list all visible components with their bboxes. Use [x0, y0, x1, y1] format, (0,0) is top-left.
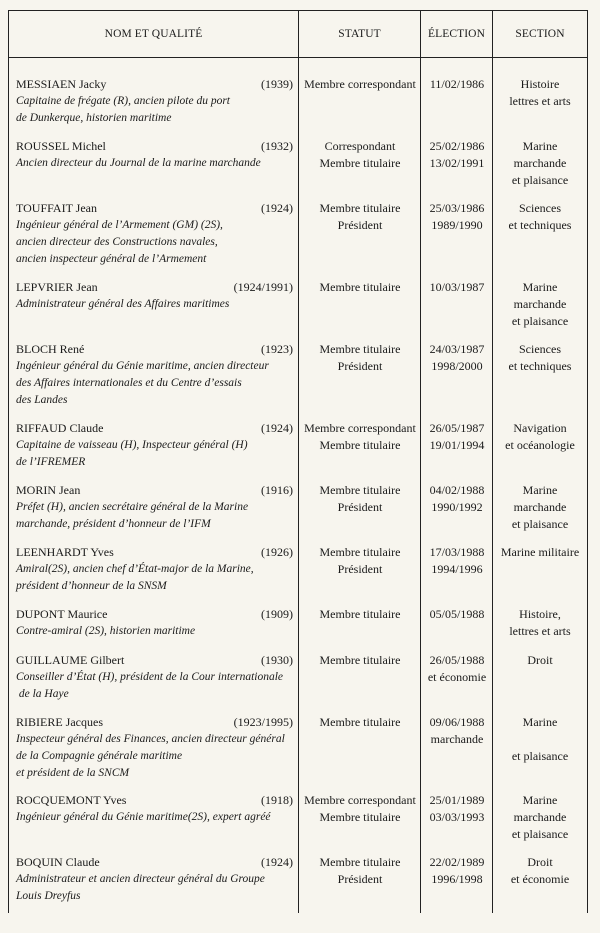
- name-cell: [16, 714, 293, 782]
- section-value: marchande: [513, 297, 567, 311]
- member-description: Ingénieur général du Génie maritime(2S), expert agréé: [16, 811, 271, 823]
- section-value: et techniques: [508, 218, 572, 232]
- member-name-line: [16, 652, 293, 669]
- election-value: 1996/1998: [431, 872, 483, 886]
- status-cell: [299, 606, 421, 623]
- member-years: (1939): [261, 77, 293, 91]
- election-value: et économie: [427, 670, 487, 684]
- status-value: Membre correspondant: [304, 77, 416, 91]
- section-value: lettres et arts: [509, 94, 571, 108]
- section-value: Droit: [527, 653, 553, 667]
- status-cell: [299, 714, 421, 731]
- election-value: 10/03/1987: [429, 280, 485, 294]
- member-description: des Landes: [16, 394, 68, 406]
- member-name: ROCQUEMONT Yves: [16, 793, 127, 807]
- status-cell: [299, 200, 421, 234]
- status-cell: [299, 341, 421, 375]
- member-description: Amiral(2S), ancien chef d’État-major de la Marine,: [16, 563, 254, 575]
- member-description: Ingénieur général du Génie maritime, ancien directeur: [16, 360, 269, 372]
- member-description: de la Haye: [16, 688, 69, 700]
- member-description: ancien inspecteur général de l’Armement: [16, 253, 207, 265]
- election-value: 05/05/1988: [429, 607, 485, 621]
- status-cell: [299, 652, 421, 669]
- section-value: Histoire,: [519, 607, 561, 621]
- member-description: Capitaine de vaisseau (H), Inspecteur général (H): [16, 439, 248, 451]
- election-value: 13/02/1991: [429, 156, 485, 170]
- status-value: Membre titulaire: [319, 438, 401, 452]
- section-value: et économie: [510, 872, 570, 886]
- section-cell: [493, 606, 587, 640]
- election-cell: [421, 341, 493, 375]
- header-divider: [9, 57, 587, 58]
- section-value: marchande: [513, 500, 567, 514]
- status-value: Membre correspondant: [304, 793, 416, 807]
- status-value: Membre titulaire: [319, 810, 401, 824]
- status-value: Membre titulaire: [319, 545, 401, 559]
- election-cell: [421, 792, 493, 826]
- member-name-line: [16, 714, 293, 731]
- section-value: Sciences: [519, 201, 561, 215]
- election-cell: [421, 138, 493, 172]
- election-value: 26/05/1987: [429, 421, 485, 435]
- member-description: Administrateur général des Affaires maritimes: [16, 298, 230, 310]
- member-years: (1924/1991): [233, 280, 293, 294]
- member-description: Louis Dreyfus: [16, 890, 81, 902]
- member-description: marchande, président d’honneur de l’IFM: [16, 518, 211, 530]
- member-description: Contre-amiral (2S), historien maritime: [16, 625, 196, 637]
- status-value: Membre titulaire: [319, 483, 401, 497]
- status-cell: [299, 482, 421, 516]
- status-value: Correspondant: [324, 139, 396, 153]
- election-cell: [421, 606, 493, 623]
- name-cell: [16, 279, 293, 313]
- status-value: Membre titulaire: [319, 280, 401, 294]
- member-name: LEPVRIER Jean: [16, 280, 98, 294]
- member-years: (1909): [261, 607, 293, 621]
- election-value: 19/01/1994: [429, 438, 485, 452]
- status-cell: [299, 76, 421, 93]
- status-cell: [299, 138, 421, 172]
- section-value: lettres et arts: [509, 624, 571, 638]
- status-value: Membre titulaire: [319, 201, 401, 215]
- member-name: MORIN Jean: [16, 483, 81, 497]
- member-years: (1932): [261, 139, 293, 153]
- status-value: Président: [337, 500, 383, 514]
- member-name-line: [16, 792, 293, 809]
- member-name: GUILLAUME Gilbert: [16, 653, 125, 667]
- member-description: Inspecteur général des Finances, ancien directeur général: [16, 733, 285, 745]
- member-description: des Affaires internationales et du Centre d’essais: [16, 377, 242, 389]
- member-description: de Dunkerque, historien maritime: [16, 112, 172, 124]
- election-value: 11/02/1986: [429, 77, 485, 91]
- section-value: marchande: [513, 810, 567, 824]
- status-value: Président: [337, 872, 383, 886]
- election-value: 24/03/1987: [429, 342, 485, 356]
- election-value: 1989/1990: [431, 218, 483, 232]
- member-name-line: [16, 200, 293, 217]
- status-value: Président: [337, 218, 383, 232]
- member-name: RIBIERE Jacques: [16, 715, 103, 729]
- member-name-line: [16, 482, 293, 499]
- section-cell: [493, 420, 587, 454]
- member-years: (1926): [261, 545, 293, 559]
- election-cell: [421, 544, 493, 578]
- status-cell: [299, 792, 421, 826]
- section-value: et plaisance: [511, 314, 569, 328]
- election-value: 1994/1996: [431, 562, 483, 576]
- name-cell: [16, 76, 293, 127]
- member-years: (1918): [261, 793, 293, 807]
- election-value: 22/02/1989: [429, 855, 485, 869]
- member-years: (1923/1995): [233, 715, 293, 729]
- section-value: Marine: [522, 139, 558, 153]
- section-cell: [493, 76, 587, 110]
- name-cell: [16, 420, 293, 471]
- election-value: 09/06/1988: [429, 715, 485, 729]
- name-cell: [16, 652, 293, 703]
- section-value: et océanologie: [505, 438, 575, 452]
- member-name-line: [16, 544, 293, 561]
- election-cell: [421, 200, 493, 234]
- election-cell: [421, 76, 493, 93]
- name-cell: [16, 482, 293, 533]
- section-value: Histoire: [520, 77, 560, 91]
- election-value: 26/05/1988: [429, 653, 485, 667]
- member-description: et président de la SNCM: [16, 767, 130, 779]
- section-value: [493, 731, 587, 748]
- status-value: Membre titulaire: [319, 607, 401, 621]
- member-name: BOQUIN Claude: [16, 855, 100, 869]
- section-cell: [493, 792, 587, 843]
- member-years: (1916): [261, 483, 293, 497]
- member-name: RIFFAUD Claude: [16, 421, 104, 435]
- name-cell: [16, 341, 293, 409]
- election-value: 25/01/1989: [429, 793, 485, 807]
- member-description: ancien directeur des Constructions navales,: [16, 236, 218, 248]
- election-cell: [421, 279, 493, 296]
- member-description: Capitaine de frégate (R), ancien pilote du port: [16, 95, 230, 107]
- election-value: 1990/1992: [431, 500, 483, 514]
- member-name-line: [16, 606, 293, 623]
- election-value: 25/03/1986: [429, 201, 485, 215]
- name-cell: [16, 138, 293, 172]
- member-name: TOUFFAIT Jean: [16, 201, 97, 215]
- name-cell: [16, 854, 293, 905]
- election-value: 04/02/1988: [429, 483, 485, 497]
- member-name-line: [16, 854, 293, 871]
- section-value: Droit: [527, 855, 553, 869]
- status-cell: [299, 420, 421, 454]
- election-cell: [421, 854, 493, 888]
- section-cell: [493, 138, 587, 189]
- name-cell: [16, 200, 293, 268]
- name-cell: [16, 544, 293, 595]
- section-cell: [493, 854, 587, 888]
- section-value: Marine: [522, 715, 558, 729]
- members-table: [8, 10, 588, 913]
- status-cell: [299, 544, 421, 578]
- member-description: Ingénieur général de l’Armement (GM) (2S),: [16, 219, 223, 231]
- section-value: et plaisance: [511, 173, 569, 187]
- status-value: Membre titulaire: [319, 855, 401, 869]
- election-value: marchande: [430, 732, 484, 746]
- status-value: Membre titulaire: [319, 156, 401, 170]
- status-value: Membre correspondant: [304, 421, 416, 435]
- section-cell: [493, 544, 587, 561]
- header-election: ÉLECTION: [427, 28, 485, 40]
- status-value: Président: [337, 562, 383, 576]
- member-name: DUPONT Maurice: [16, 607, 108, 621]
- member-name-line: [16, 279, 293, 296]
- status-value: Membre titulaire: [319, 653, 401, 667]
- member-description: Administrateur et ancien directeur général du Groupe: [16, 873, 265, 885]
- status-cell: [299, 279, 421, 296]
- header-section: SECTION: [515, 28, 565, 40]
- section-value: Navigation: [513, 421, 567, 435]
- section-value: marchande: [513, 156, 567, 170]
- member-years: (1924): [261, 855, 293, 869]
- member-name: MESSIAEN Jacky: [16, 77, 107, 91]
- member-name: LEENHARDT Yves: [16, 545, 114, 559]
- section-value: et plaisance: [511, 749, 569, 763]
- member-name-line: [16, 76, 293, 93]
- member-description: Conseiller d’État (H), président de la Cour internationale: [16, 671, 284, 683]
- member-name-line: [16, 341, 293, 358]
- section-cell: [493, 714, 587, 765]
- section-cell: [493, 652, 587, 669]
- status-value: Membre titulaire: [319, 342, 401, 356]
- election-cell: [421, 714, 493, 748]
- section-cell: [493, 200, 587, 234]
- election-value: 03/03/1993: [429, 810, 485, 824]
- section-value: et techniques: [508, 359, 572, 373]
- header-name: NOM ET QUALITÉ: [104, 28, 203, 40]
- election-value: 17/03/1988: [429, 545, 485, 559]
- section-cell: [493, 482, 587, 533]
- section-cell: [493, 279, 587, 330]
- section-value: Marine: [522, 793, 558, 807]
- member-description: Préfet (H), ancien secrétaire général de la Marine: [16, 501, 249, 513]
- election-cell: [421, 652, 493, 686]
- section-value: et plaisance: [511, 827, 569, 841]
- member-description: Ancien directeur du Journal de la marine marchande: [16, 157, 261, 169]
- section-value: Marine militaire: [500, 545, 580, 559]
- member-name: ROUSSEL Michel: [16, 139, 106, 153]
- election-value: 25/02/1986: [429, 139, 485, 153]
- election-cell: [421, 420, 493, 454]
- name-cell: [16, 792, 293, 826]
- section-value: et plaisance: [511, 517, 569, 531]
- election-value: 1998/2000: [431, 359, 483, 373]
- status-value: Membre titulaire: [319, 715, 401, 729]
- section-cell: [493, 341, 587, 375]
- member-years: (1923): [261, 342, 293, 356]
- member-years: (1924): [261, 201, 293, 215]
- status-cell: [299, 854, 421, 888]
- section-value: Marine: [522, 483, 558, 497]
- section-value: Sciences: [519, 342, 561, 356]
- section-value: Marine: [522, 280, 558, 294]
- status-value: Président: [337, 359, 383, 373]
- member-name-line: [16, 420, 293, 437]
- member-description: président d’honneur de la SNSM: [16, 580, 167, 592]
- member-name-line: [16, 138, 293, 155]
- member-years: (1924): [261, 421, 293, 435]
- member-description: de l’IFREMER: [16, 456, 86, 468]
- header-status: STATUT: [338, 28, 381, 40]
- member-years: (1930): [261, 653, 293, 667]
- name-cell: [16, 606, 293, 640]
- member-description: de la Compagnie générale maritime: [16, 750, 183, 762]
- election-cell: [421, 482, 493, 516]
- member-name: BLOCH René: [16, 342, 85, 356]
